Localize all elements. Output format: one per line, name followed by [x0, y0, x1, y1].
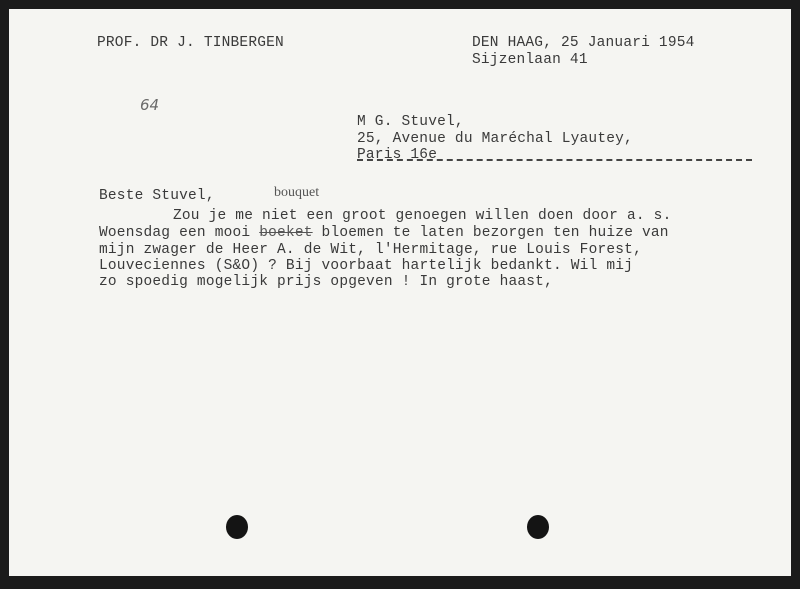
- body-line-4: Louveciennes (S&O) ? Bij voorbaat hartelijk bedankt. Wil mij: [99, 258, 634, 274]
- struck-word: boeket: [259, 225, 313, 241]
- recipient-city: Paris 16e: [357, 147, 438, 163]
- salutation: Beste Stuvel,: [99, 188, 215, 204]
- place-date: DEN HAAG, 25 Januari 1954: [472, 35, 695, 51]
- punch-hole-left: [226, 515, 248, 539]
- sender-name: PROF. DR J. TINBERGEN: [97, 35, 284, 51]
- typed-insertion: bouquet: [274, 185, 320, 200]
- punch-hole-right: [527, 515, 549, 539]
- scan-border: [0, 576, 800, 589]
- address-underline: [357, 159, 752, 161]
- body-line-2-start: Woensdag een mooi: [99, 225, 260, 241]
- handwritten-note: 64: [140, 96, 160, 114]
- body-line-1: Zou je me niet een groot genoegen willen doen door a. s.: [173, 208, 672, 224]
- body-line-2: [99, 225, 669, 242]
- body-line-2-end: bloemen te laten bezorgen ten huize van: [312, 225, 669, 241]
- letter-sheet: [9, 9, 791, 576]
- recipient-name: M G. Stuvel,: [357, 114, 464, 130]
- sender-address: Sijzenlaan 41: [472, 52, 588, 68]
- recipient-street: 25, Avenue du Maréchal Lyautey,: [357, 131, 633, 147]
- body-line-3: mijn zwager de Heer A. de Wit, l'Hermitage, rue Louis Forest,: [99, 242, 642, 258]
- body-line-5: zo spoedig mogelijk prijs opgeven ! In grote haast,: [99, 274, 553, 290]
